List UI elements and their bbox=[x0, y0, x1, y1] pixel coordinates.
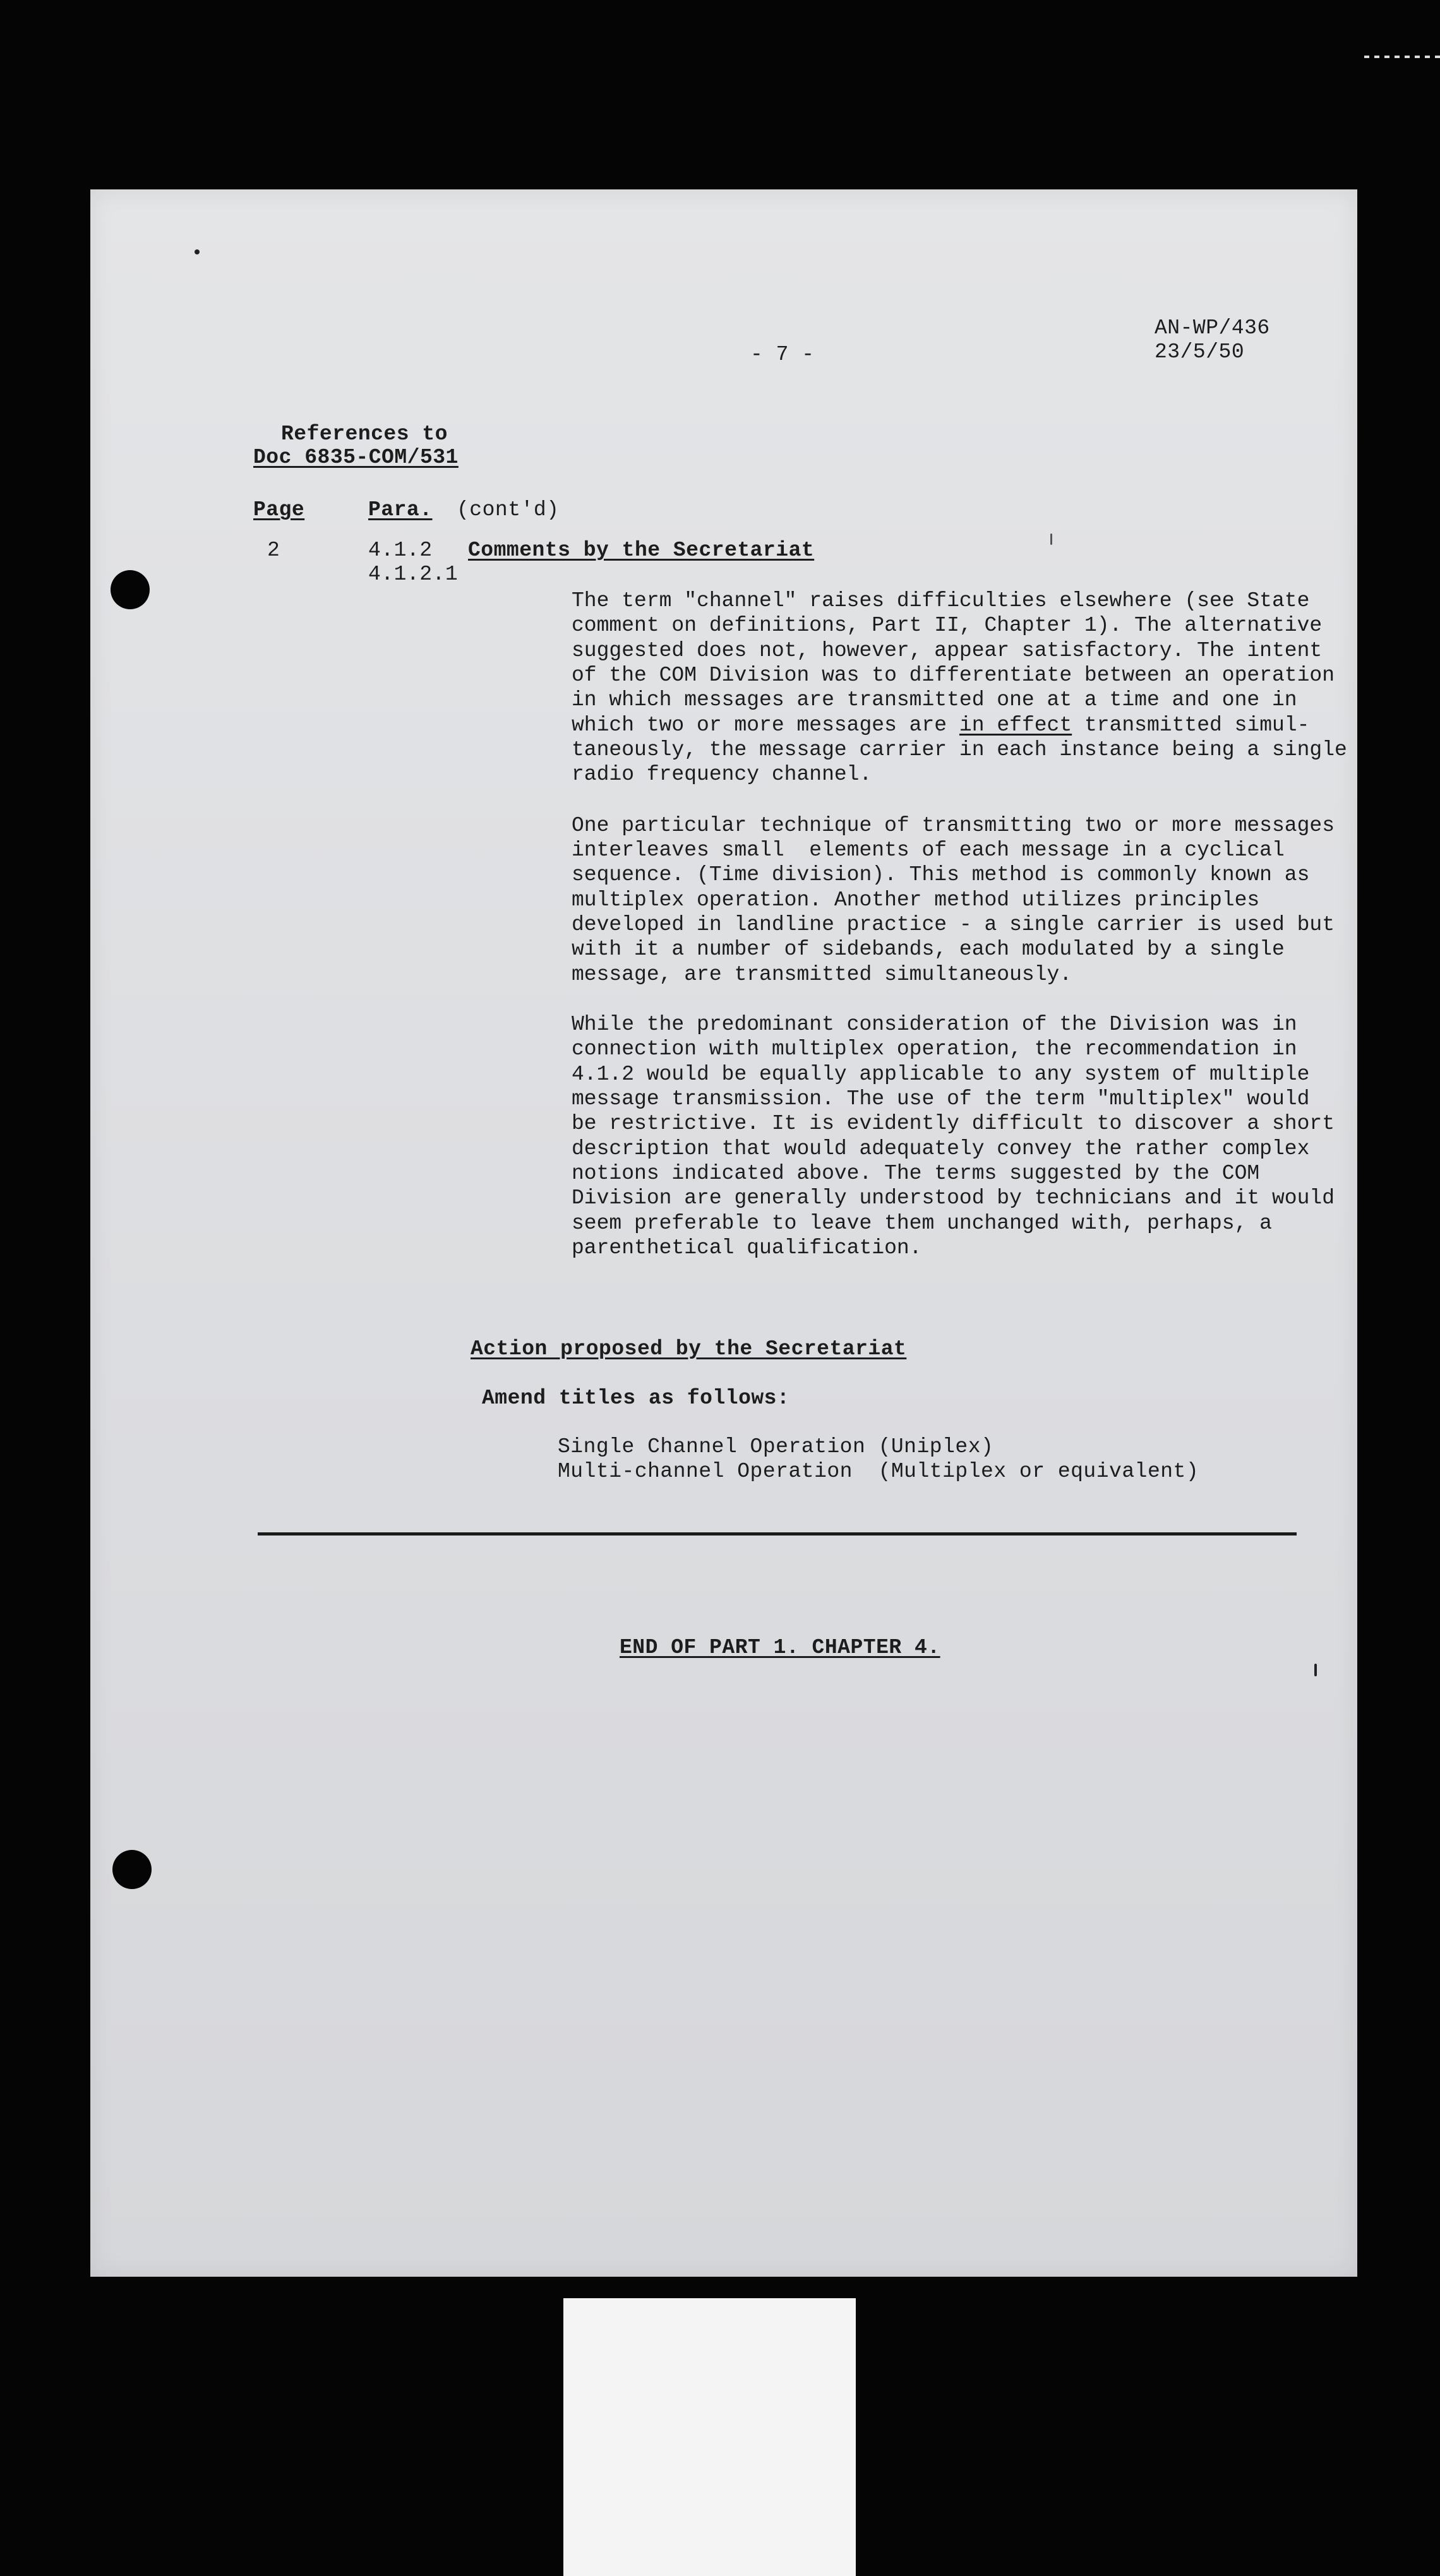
text-line: developed in landline practice - a single carrier is used but bbox=[572, 913, 1335, 936]
comments-heading: Comments by the Secretariat bbox=[468, 539, 815, 562]
page-column-label: Page bbox=[253, 498, 305, 522]
text-line: One particular technique of transmitting two or more messages bbox=[572, 814, 1335, 837]
text-line: message transmission. The use of the term "multiplex" would bbox=[572, 1087, 1310, 1111]
punch-hole bbox=[112, 1850, 152, 1889]
document-reference: AN-WP/436 bbox=[1155, 316, 1270, 340]
document-page bbox=[90, 189, 1357, 2277]
text-line: in which messages are transmitted one at a time and one in bbox=[572, 688, 1297, 712]
text-line: seem preferable to leave them unchanged with, perhaps, a bbox=[572, 1212, 1272, 1235]
action-item-2: Multi-channel Operation (Multiplex or equivalent) bbox=[558, 1460, 1199, 1483]
text-line: of the COM Division was to differentiate between an operation bbox=[572, 664, 1335, 687]
text-line bbox=[572, 713, 1309, 737]
text-line: The term "channel" raises difficulties elsewhere (see State bbox=[572, 589, 1310, 612]
references-title: References to bbox=[281, 422, 448, 446]
white-card bbox=[563, 2298, 856, 2576]
speck bbox=[1314, 1664, 1317, 1676]
para-column-label: Para. bbox=[368, 498, 433, 522]
emphasis-in-effect: in effect bbox=[959, 713, 1072, 737]
text-line: message, are transmitted simultaneously. bbox=[572, 963, 1072, 986]
text-line: interleaves small elements of each message in a cyclical bbox=[572, 838, 1285, 862]
page-number: - 7 - bbox=[750, 343, 815, 366]
speck bbox=[1050, 534, 1052, 545]
text-line: be restrictive. It is evidently difficult to discover a short bbox=[572, 1112, 1335, 1135]
references-doc: Doc 6835-COM/531 bbox=[253, 446, 459, 469]
text-line: 4.1.2 would be equally applicable to any system of multiple bbox=[572, 1063, 1310, 1086]
text-segment: which two or more messages are bbox=[572, 713, 947, 737]
action-heading: Action proposed by the Secretariat bbox=[471, 1337, 907, 1361]
para-value-2: 4.1.2.1 bbox=[368, 563, 459, 586]
text-line: radio frequency channel. bbox=[572, 763, 872, 786]
text-line: Division are generally understood by technicians and it would bbox=[572, 1186, 1335, 1210]
text-line: taneously, the message carrier in each instance being a single bbox=[572, 738, 1347, 761]
text-line: connection with multiplex operation, the recommendation in bbox=[572, 1037, 1297, 1061]
document-date: 23/5/50 bbox=[1155, 340, 1245, 364]
text-segment: transmitted simul- bbox=[1072, 713, 1310, 737]
text-line: While the predominant consideration of the Division was in bbox=[572, 1013, 1297, 1036]
action-intro: Amend titles as follows: bbox=[482, 1386, 790, 1410]
para-value-1: 4.1.2 bbox=[368, 539, 433, 562]
text-line: multiplex operation. Another method utilizes principles bbox=[572, 888, 1260, 912]
speck bbox=[195, 249, 200, 254]
continued-label: (cont'd) bbox=[457, 498, 560, 522]
punch-hole bbox=[111, 570, 150, 609]
text-line: with it a number of sidebands, each modulated by a single bbox=[572, 938, 1285, 961]
end-of-part-text: END OF PART 1. CHAPTER 4. bbox=[620, 1636, 940, 1659]
text-line: description that would adequately convey the rather complex bbox=[572, 1137, 1310, 1160]
text-line: suggested does not, however, appear satisfactory. The intent bbox=[572, 639, 1323, 662]
text-line: sequence. (Time division). This method is commonly known as bbox=[572, 863, 1310, 886]
horizontal-rule bbox=[258, 1532, 1297, 1535]
film-edge-marks bbox=[1364, 56, 1440, 58]
action-item-1: Single Channel Operation (Uniplex) bbox=[558, 1435, 994, 1458]
page-value: 2 bbox=[267, 539, 280, 562]
text-line: notions indicated above. The terms suggested by the COM bbox=[572, 1162, 1260, 1185]
text-line: parenthetical qualification. bbox=[572, 1236, 922, 1260]
text-line: comment on definitions, Part II, Chapter 1). The alternative bbox=[572, 614, 1323, 637]
